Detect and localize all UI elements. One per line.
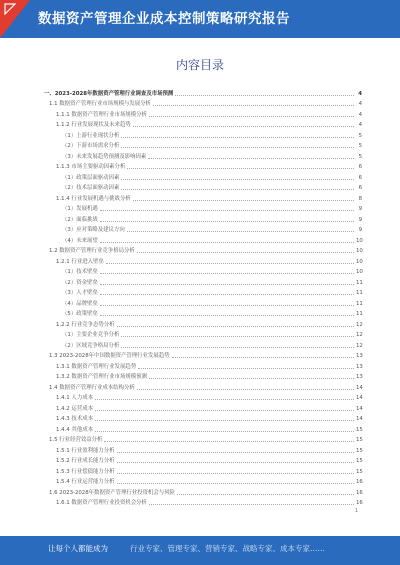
toc-entry-label: 1.3.2 数据资产管理行业市场规模预测: [56, 374, 147, 380]
toc-entry-label: （2）资金壁垒: [62, 279, 98, 286]
toc-entry-label: （2）区域竞争格局分析: [62, 342, 120, 349]
toc-leader-dots: [95, 399, 354, 400]
toc-entry-label: 1.4.4 其他成本: [56, 426, 93, 433]
toc-entry-label: 1.4.2 运营成本: [56, 405, 93, 412]
toc-entry-page: 13: [356, 363, 363, 370]
toc-leader-dots: [100, 210, 354, 211]
toc-entry-label: （3）应对策略及建议方向: [62, 227, 125, 233]
toc-entry[interactable]: [44, 329, 362, 340]
toc-entry-page: 11: [356, 311, 363, 317]
toc-leader-dots: [149, 504, 354, 505]
toc-leader-dots: [95, 420, 354, 421]
toc-entry[interactable]: [44, 339, 362, 350]
toc-entry-page: 4: [358, 101, 362, 107]
toc-entry-page: 11: [356, 290, 363, 296]
toc-entry-page: 10: [356, 248, 363, 254]
toc-entry-label: 1.4.1 人力成本: [56, 395, 93, 401]
toc-entry[interactable]: [44, 140, 362, 151]
toc-entry[interactable]: [44, 150, 362, 161]
toc-entry-page: 5: [358, 132, 362, 139]
toc-entry-page: 8: [358, 195, 362, 202]
toc-entry-page: 14: [356, 405, 363, 412]
toc-entry[interactable]: [44, 465, 362, 476]
toc-leader-dots: [106, 263, 354, 264]
toc-entry-label: 1.4 数据资产管理行业成本结构分析: [49, 384, 135, 391]
toc-leader-dots: [121, 147, 354, 148]
toc-entry[interactable]: [44, 423, 362, 434]
toc-leader-dots: [121, 347, 354, 348]
toc-entry-label: （1）上游行业现状分析: [62, 132, 120, 139]
toc-entry-page: 16: [356, 489, 363, 496]
toc-entry-label: （2）面临挑战: [62, 216, 98, 223]
toc-entry-label: 1.1 数据资产管理行业市场规模与发展分析: [49, 101, 151, 107]
toc-entry-page: 11: [356, 279, 363, 286]
toc-leader-dots: [127, 231, 354, 232]
toc-entry-label: 1.5.1 行业盈利能力分析: [56, 447, 115, 454]
toc-entry-page: 14: [356, 416, 363, 422]
toc-entry-page: 15: [356, 447, 363, 454]
toc-entry-label: 1.4.3 技术成本: [56, 416, 93, 422]
toc-entry-label: 1.5.3 行业偿债能力分析: [56, 468, 115, 475]
toc-entry[interactable]: [44, 182, 362, 193]
toc-leader-dots: [138, 368, 354, 369]
toc-entry-label: 1.6 2023-2028年数据资产管理行业投资机会与风险: [49, 489, 175, 496]
toc-entry-page: 10: [356, 258, 363, 265]
toc-entry[interactable]: [44, 255, 362, 266]
toc-entry-label: 1.2.1 行业进入壁垒: [56, 258, 104, 265]
toc-leader-dots: [148, 158, 354, 159]
toc-entry-page: 9: [358, 206, 362, 212]
toc-entry-page: 9: [358, 227, 362, 233]
toc-leader-dots: [100, 294, 354, 295]
toc-entry-page: 10: [356, 237, 363, 244]
toc-entry-page: 12: [356, 342, 363, 349]
toc-leader-dots: [127, 168, 354, 169]
toc-entry[interactable]: [44, 287, 362, 298]
toc-leader-dots: [149, 116, 354, 117]
toc-entry-label: （5）政策壁垒: [62, 311, 98, 317]
toc-entry-label: （2）技术层面驱动因素: [62, 185, 120, 191]
toc-leader-dots: [177, 494, 354, 495]
toc-entry-page: 14: [356, 395, 363, 401]
toc-entry-page: 12: [356, 332, 363, 338]
toc-entry-label: 1.1.3 市场主要驱动因素分析: [56, 164, 126, 170]
toc-entry[interactable]: [44, 171, 362, 182]
toc-entry[interactable]: [44, 308, 362, 319]
toc-entry-label: （3）未来发展趋势预测及影响因素: [62, 153, 147, 160]
toc-entry-page: 4: [358, 90, 362, 97]
toc-entry-page: 16: [356, 479, 363, 485]
toc-entry[interactable]: [44, 371, 362, 382]
toc-entry-page: 14: [356, 384, 363, 391]
toc-leader-dots: [121, 179, 354, 180]
report-title: 数据资产管理企业成本控制策略研究报告: [38, 11, 290, 27]
toc-entry-label: （2）下游市场需求分析: [62, 143, 120, 149]
toc-entry[interactable]: [44, 266, 362, 277]
toc-entry[interactable]: [44, 108, 362, 119]
toc-entry-label: 1.3.1 数据资产管理行业发展趋势: [56, 363, 137, 370]
footer-experts: 行业专家、管理专家、营销专家、战略专家、成本专家……: [130, 544, 325, 553]
triangle-logo-icon: [4, 3, 16, 15]
toc-entry[interactable]: [44, 413, 362, 424]
toc-entry[interactable]: [44, 455, 362, 466]
toc-entry-page: 15: [356, 468, 363, 475]
toc-leader-dots: [100, 221, 354, 222]
toc-entry[interactable]: [44, 224, 362, 235]
toc-leader-dots: [172, 357, 354, 358]
toc-entry[interactable]: [44, 381, 362, 392]
table-of-contents: [44, 87, 362, 507]
toc-entry-label: 1.5.2 行业成长能力分析: [56, 458, 115, 464]
toc-leader-dots: [121, 336, 354, 337]
toc-entry-page: 5: [358, 143, 362, 149]
toc-leader-dots: [175, 95, 354, 96]
footer-slogan: 让每个人都能成为: [48, 544, 108, 553]
toc-leader-dots: [104, 441, 354, 442]
toc-leader-dots: [137, 252, 354, 253]
toc-leader-dots: [133, 126, 354, 127]
toc-entry-page: 15: [356, 458, 363, 464]
toc-entry-label: 1.5.4 行业运营能力分析: [56, 479, 115, 485]
toc-entry[interactable]: [44, 161, 362, 172]
toc-leader-dots: [100, 242, 354, 243]
toc-entry-page: 5: [358, 153, 362, 160]
toc-entry-page: 4: [358, 111, 362, 118]
toc-entry-page: 15: [356, 437, 363, 443]
footer-bar: [0, 536, 400, 565]
toc-entry[interactable]: [44, 318, 362, 329]
toc-entry-page: 13: [356, 353, 363, 359]
toc-entry-label: 1.2 数据资产管理行业竞争格局分析: [49, 248, 135, 254]
toc-entry-page: 9: [358, 216, 362, 223]
toc-leader-dots: [100, 315, 354, 316]
toc-leader-dots: [95, 410, 354, 411]
toc-entry[interactable]: [44, 297, 362, 308]
toc-entry[interactable]: [44, 276, 362, 287]
toc-leader-dots: [100, 273, 354, 274]
toc-entry-label: 一、2023-2028年数据资产管理行业调查及市场预测: [44, 90, 174, 97]
toc-leader-dots: [149, 378, 354, 379]
toc-leader-dots: [117, 483, 354, 484]
toc-entry-page: 10: [356, 269, 363, 275]
toc-entry-label: （1）技术壁垒: [62, 269, 98, 275]
toc-leader-dots: [117, 452, 354, 453]
toc-entry[interactable]: [44, 444, 362, 455]
toc-entry-page: 16: [356, 500, 363, 506]
toc-entry-page: 15: [356, 426, 363, 433]
toc-entry[interactable]: [44, 350, 362, 361]
toc-entry-label: 1.1.2 行业发展现状及未来趋势: [56, 122, 131, 128]
toc-entry-page: 6: [358, 185, 362, 191]
toc-entry[interactable]: [44, 486, 362, 497]
toc-leader-dots: [117, 326, 354, 327]
toc-entry[interactable]: [44, 476, 362, 487]
toc-entry[interactable]: [44, 497, 362, 508]
toc-leader-dots: [100, 305, 354, 306]
toc-entry-page: 6: [358, 164, 362, 170]
toc-entry[interactable]: [44, 245, 362, 256]
toc-entry[interactable]: [44, 87, 362, 98]
toc-entry[interactable]: [44, 234, 362, 245]
toc-leader-dots: [121, 137, 354, 138]
toc-leader-dots: [95, 431, 354, 432]
toc-leader-dots: [117, 462, 354, 463]
header-bar: [0, 0, 400, 38]
toc-leader-dots: [100, 284, 354, 285]
toc-entry-label: 1.5 行业经营效益分析: [49, 437, 103, 443]
page-number: 1: [355, 508, 359, 514]
toc-entry[interactable]: [44, 203, 362, 214]
toc-entry-page: 4: [358, 122, 362, 128]
toc-entry-label: （4）品牌壁垒: [62, 300, 98, 307]
toc-entry-label: （4）未来展望: [62, 237, 98, 244]
toc-entry-page: 12: [356, 321, 363, 328]
toc-leader-dots: [133, 200, 354, 201]
toc-entry[interactable]: [44, 402, 362, 413]
toc-entry-page: 6: [358, 174, 362, 181]
toc-leader-dots: [117, 473, 354, 474]
toc-entry-label: （1）政策层面驱动因素: [62, 174, 120, 181]
toc-entry[interactable]: [44, 434, 362, 445]
toc-entry[interactable]: [44, 213, 362, 224]
toc-entry-label: 1.1.1 数据资产管理行业市场规模分析: [56, 111, 147, 118]
toc-entry[interactable]: [44, 192, 362, 203]
toc-entry[interactable]: [44, 129, 362, 140]
toc-entry-page: 11: [356, 300, 363, 307]
toc-entry-label: （3）人才壁垒: [62, 290, 98, 296]
toc-entry[interactable]: [44, 392, 362, 403]
toc-entry-label: （1）主要企业竞争分析: [62, 332, 120, 338]
toc-leader-dots: [137, 389, 354, 390]
toc-entry[interactable]: [44, 360, 362, 371]
toc-entry-page: 13: [356, 374, 363, 380]
toc-entry-label: 1.2.2 行业竞争态势分析: [56, 321, 115, 328]
toc-leader-dots: [121, 189, 354, 190]
toc-entry-label: 1.6.1 数据资产管理行业投资机会分析: [56, 500, 147, 506]
toc-heading: 内容目录: [175, 58, 224, 72]
toc-entry-label: 1.1.4 行业发展机遇与挑战分析: [56, 195, 131, 202]
toc-entry-label: （1）发展机遇: [62, 206, 98, 212]
toc-entry[interactable]: [44, 119, 362, 130]
toc-leader-dots: [153, 105, 354, 106]
toc-entry-label: 1.3 2023-2028年中国数据资产管理行业发展趋势: [49, 353, 170, 359]
toc-entry[interactable]: [44, 98, 362, 109]
